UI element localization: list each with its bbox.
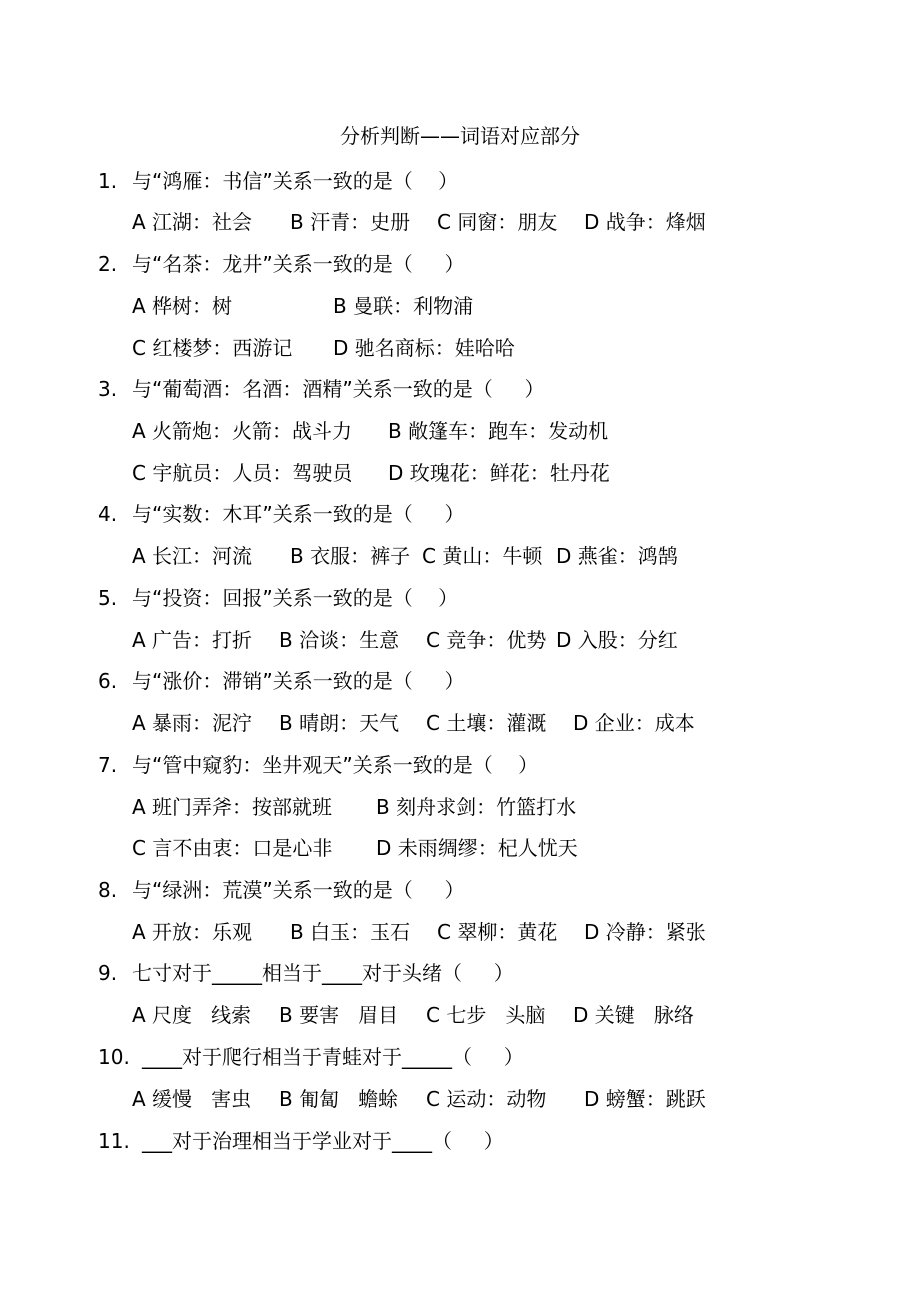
question-text: 与“葡萄酒：名酒：酒精”关系一致的是（ ） bbox=[132, 377, 545, 401]
question-number: 5. bbox=[98, 586, 118, 610]
option-a: A 江湖：社会 bbox=[132, 210, 253, 234]
question-text: 七寸对于_____相当于____对于头绪（ ） bbox=[132, 961, 514, 985]
option-d: D 冷静：紧张 bbox=[584, 920, 706, 944]
question-number: 10. bbox=[98, 1045, 130, 1069]
option-b: B 匍匐 蟾蜍 bbox=[279, 1087, 399, 1111]
option-c: C 言不由衷：口是心非 bbox=[132, 836, 333, 860]
question-number: 4. bbox=[98, 502, 118, 526]
question-number: 8. bbox=[98, 878, 118, 902]
question-number: 3. bbox=[98, 377, 118, 401]
option-c: C 翠柳：黄花 bbox=[437, 920, 558, 944]
option-a: A 班门弄斧：按部就班 bbox=[132, 795, 333, 819]
question-number: 9. bbox=[98, 961, 118, 985]
option-a: A 长江：河流 bbox=[132, 544, 253, 568]
option-b: B 刻舟求剑：竹篮打水 bbox=[376, 795, 577, 819]
option-a: A 暴雨：泥泞 bbox=[132, 711, 253, 735]
option-a: A 缓慢 害虫 bbox=[132, 1087, 252, 1111]
option-b: B 洽谈：生意 bbox=[279, 628, 400, 652]
option-b: B 衣服：裤子 bbox=[290, 544, 411, 568]
question-text: ___对于治理相当于学业对于____（ ） bbox=[142, 1129, 504, 1153]
question-text: 与“名茶：龙井”关系一致的是（ ） bbox=[132, 252, 465, 276]
option-d: D 战争：烽烟 bbox=[584, 210, 706, 234]
question-text: ____对于爬行相当于青蛙对于_____（ ） bbox=[142, 1045, 524, 1069]
option-c: C 红楼梦：西游记 bbox=[132, 336, 293, 360]
option-c: C 运动：动物 bbox=[426, 1087, 547, 1111]
option-c: C 同窗：朋友 bbox=[437, 210, 558, 234]
option-c: C 竞争：优势 bbox=[426, 628, 547, 652]
option-a: A 火箭炮：火箭：战斗力 bbox=[132, 419, 353, 443]
option-d: D 企业：成本 bbox=[573, 711, 695, 735]
option-c: C 黄山：牛顿 bbox=[422, 544, 543, 568]
option-a: A 尺度 线索 bbox=[132, 1003, 252, 1027]
question-text: 与“涨价：滞销”关系一致的是（ ） bbox=[132, 669, 465, 693]
question-text: 与“鸿雁：书信”关系一致的是（ ） bbox=[132, 169, 459, 193]
option-b: B 汗青：史册 bbox=[290, 210, 411, 234]
option-d: D 燕雀：鸿鹄 bbox=[556, 544, 678, 568]
option-d: D 螃蟹：跳跃 bbox=[584, 1087, 706, 1111]
page-title: 分析判断——词语对应部分 bbox=[340, 124, 580, 148]
question-number: 11. bbox=[98, 1129, 130, 1153]
question-number: 2. bbox=[98, 252, 118, 276]
question-number: 7. bbox=[98, 753, 118, 777]
question-text: 与“投资：回报”关系一致的是（ ） bbox=[132, 586, 459, 610]
option-b: B 白玉：玉石 bbox=[290, 920, 411, 944]
option-d: D 入股：分红 bbox=[556, 628, 678, 652]
option-c: C 土壤：灌溉 bbox=[426, 711, 547, 735]
option-b: B 晴朗：天气 bbox=[279, 711, 400, 735]
option-a: A 广告：打折 bbox=[132, 628, 253, 652]
option-a: A 开放：乐观 bbox=[132, 920, 253, 944]
question-number: 6. bbox=[98, 669, 118, 693]
question-text: 与“绿洲：荒漠”关系一致的是（ ） bbox=[132, 878, 465, 902]
option-b: B 曼联：利物浦 bbox=[333, 294, 474, 318]
option-d: D 关键 脉络 bbox=[573, 1003, 694, 1027]
option-d: D 未雨绸缪：杞人忧天 bbox=[376, 836, 578, 860]
option-b: B 敞篷车：跑车：发动机 bbox=[388, 419, 609, 443]
option-b: B 要害 眉目 bbox=[279, 1003, 399, 1027]
option-d: D 玫瑰花：鲜花：牡丹花 bbox=[388, 461, 610, 485]
question-text: 与“管中窥豹：坐井观天”关系一致的是（ ） bbox=[132, 753, 539, 777]
option-c: C 宇航员：人员：驾驶员 bbox=[132, 461, 353, 485]
question-number: 1. bbox=[98, 169, 118, 193]
option-d: D 驰名商标：娃哈哈 bbox=[333, 336, 515, 360]
question-text: 与“实数：木耳”关系一致的是（ ） bbox=[132, 502, 465, 526]
option-a: A 桦树：树 bbox=[132, 294, 233, 318]
option-c: C 七步 头脑 bbox=[426, 1003, 546, 1027]
